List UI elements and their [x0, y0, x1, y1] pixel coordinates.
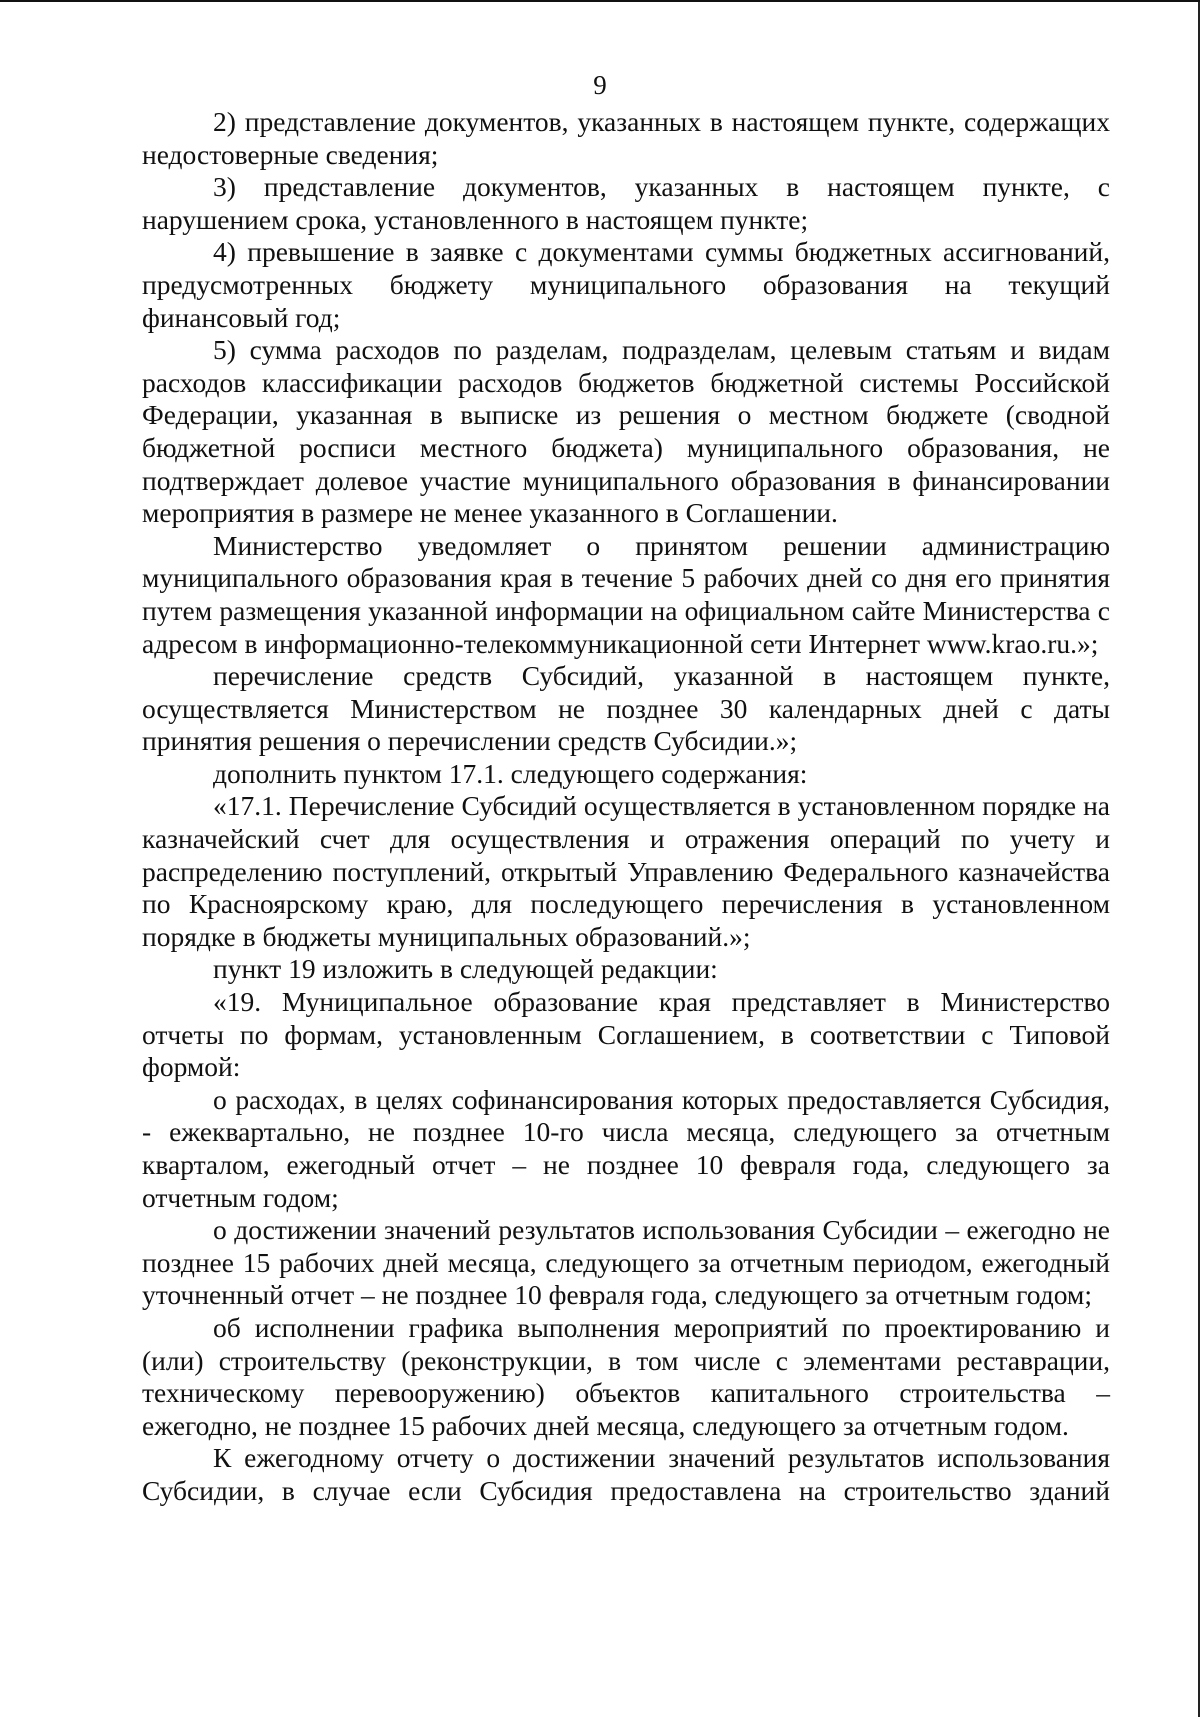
paragraph-point-19-intro: пункт 19 изложить в следующей редакции:: [213, 953, 718, 985]
paragraph-expenses-report: о расходах, в целях софинансирования которых предоставляется Субсидия, - ежеквартально, не позднее 10-го числа месяца, следующего за отчетным кварталом, ежегодный отчет – не позднее 10 февраля года, следующего за отчетным годом;: [142, 1083, 1110, 1213]
paragraph-annual-report-attachment: К ежегодному отчету о достижении значений результатов использования Субсидии, в случае если Субсидия предоставлена на строительство зданий: [142, 1442, 1110, 1506]
paragraph-point-17-1: «17.1. Перечисление Субсидий осуществляется в установленном порядке на казначейский счет для осуществления и отражения операций по учету и распределению поступлений, открытый Управлению Федерального казначейства по Красноярскому краю, для последующего перечисления в установленном порядке в бюджеты муниципальных образований.»;: [142, 790, 1110, 952]
paragraph-item-3: 3) представление документов, указанных в настоящем пункте, с нарушением срока, установленного в настоящем пункте;: [142, 171, 1110, 235]
paragraph-schedule-report: об исполнении графика выполнения мероприятий по проектированию и (или) строительству (реконструкции, в том числе с элементами реставрации, техническому перевооружению) объектов капитального строительства – ежегодно, не позднее 15 рабочих дней месяца, следующего за отчетным годом.: [142, 1311, 1110, 1441]
paragraph-item-2: 2) представление документов, указанных в настоящем пункте, содержащих недостоверные сведения;: [142, 106, 1110, 170]
page-number: 9: [593, 70, 607, 100]
paragraph-ministry-notice: Министерство уведомляет о принятом решении администрацию муниципального образования края в течение 5 рабочих дней со дня его принятия путем размещения указанной информации на официальном сайте Министерства с адресом в информационно-телекоммуникационной сети Интернет www.krao.ru.»;: [142, 529, 1110, 659]
paragraph-item-4: 4) превышение в заявке с документами суммы бюджетных ассигнований, предусмотренных бюджету муниципального образования на текущий финансовый год;: [142, 236, 1110, 333]
paragraph-add-point-17-1: дополнить пунктом 17.1. следующего содержания:: [213, 757, 808, 789]
paragraph-point-19: «19. Муниципальное образование края представляет в Министерство отчеты по формам, установленным Соглашением, в соответствии с Типовой формой:: [142, 986, 1110, 1083]
document-body: [142, 106, 1110, 1508]
paragraph-results-report: о достижении значений результатов использования Субсидии – ежегодно не позднее 15 рабочих дней месяца, следующего за отчетным периодом, ежегодный уточненный отчет – не позднее 10 февраля года, следующего за отчетным годом;: [142, 1214, 1110, 1311]
paragraph-transfer-of-funds: перечисление средств Субсидий, указанной в настоящем пункте, осуществляется Министерством не позднее 30 календарных дней с даты принятия решения о перечислении средств Субсидии.»;: [142, 660, 1110, 757]
paragraph-item-5: 5) сумма расходов по разделам, подразделам, целевым статьям и видам расходов классификации расходов бюджетов бюджетной системы Российской Федерации, указанная в выписке из решения о местном бюджете (сводной бюджетной росписи местного бюджета) муниципального образования, не подтверждает долевое участие муниципального образования в финансировании мероприятия в размере не менее указанного в Соглашении.: [142, 334, 1110, 529]
